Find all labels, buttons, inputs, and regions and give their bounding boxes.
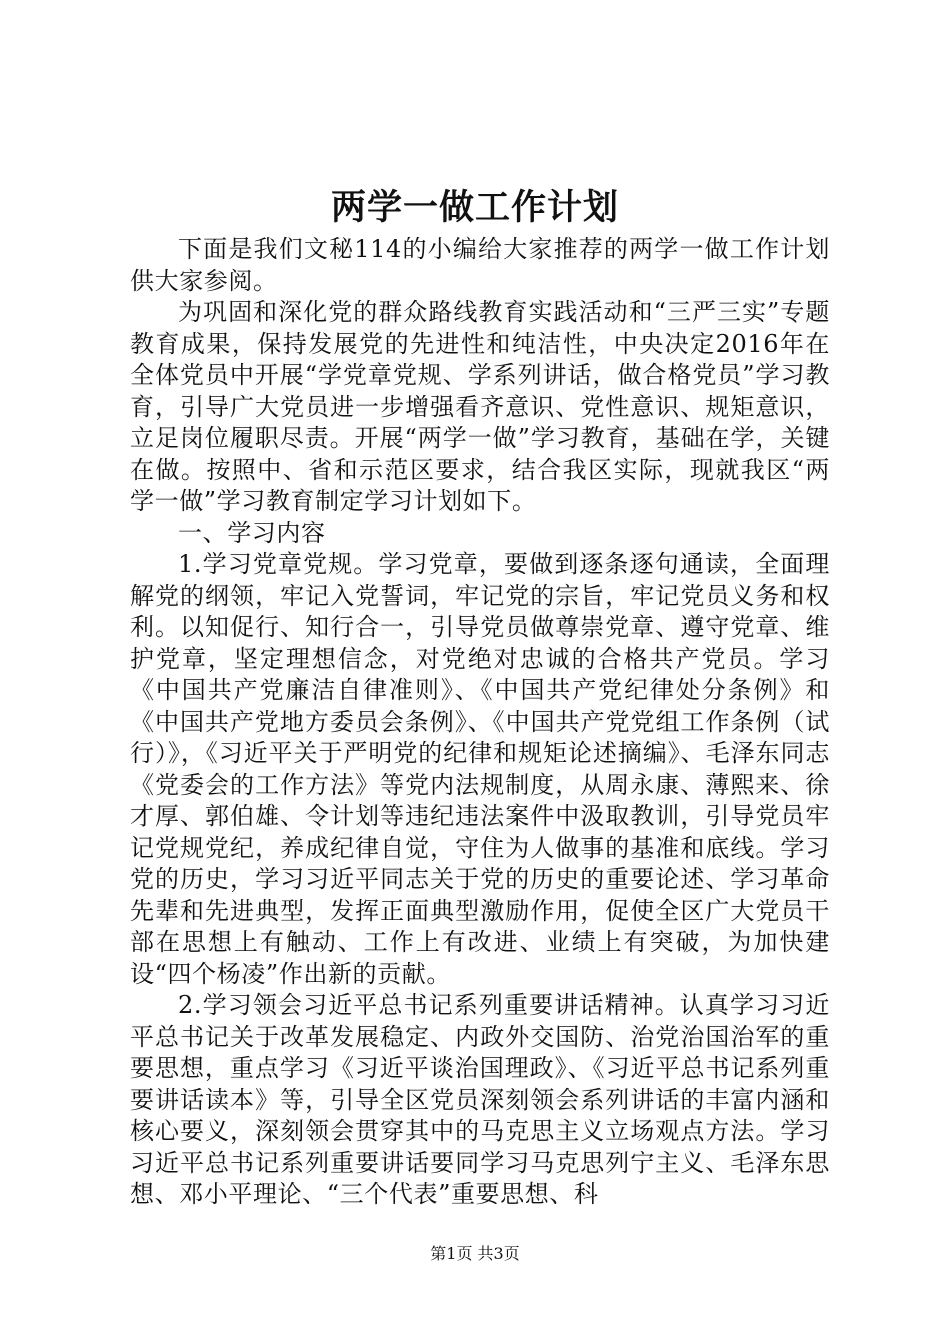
document-title: 两学一做工作计划 [330,187,619,228]
section-heading-study-content: 一、学习内容 [178,518,326,547]
paragraph-background: 为巩固和深化党的群众路线教育实践活动和“三严三实”专题教育成果，保持发展党的先进性和纯洁性，中央决定2016年在全体党员中开展“学党章党规、学系列讲话，做合格党员”学习教育，引导广大党员进一步增强看齐意识、党性意识、规矩意识，立足岗位履职尽责。开展“两学一做”学习教育，基础在学，关键在做。按照中、省和示范区要求，结合我区实际，现就我区“两学一做”学习教育制定学习计划如下。 [130,298,830,515]
document-body [130,234,830,1211]
paragraph-intro: 下面是我们文秘114的小编给大家推荐的两学一做工作计划供大家参阅。 [130,235,830,295]
paragraph-item-1: 1.学习党章党规。学习党章，要做到逐条逐句通读，全面理解党的纲领，牢记入党誓词，牢记党的宗旨，牢记党员义务和权利。以知促行、知行合一，引导党员做尊崇党章、遵守党章、维护党章，坚定理想信念，对党绝对忠诚的合格共产党员。学习《中国共产党廉洁自律准则》、《中国共产党纪律处分条例》和《中国共产党地方委员会条例》、《中国共产党党组工作条例（试行）》，《习近平关于严明党的纪律和规矩论述摘编》、毛泽东同志《党委会的工作方法》等党内法规制度，从周永康、薄熙来、徐才厚、郭伯雄、令计划等违纪违法案件中汲取教训，引导党员牢记党规党纪，养成纪律自觉，守住为人做事的基准和底线。学习党的历史，学习习近平同志关于党的历史的重要论述、学习革命先辈和先进典型，发挥正面典型激励作用，促使全区广大党员干部在思想上有触动、工作上有改进、业绩上有突破，为加快建设“四个杨凌”作出新的贡献。 [130,550,830,988]
paragraph-item-2: 2.学习领会习近平总书记系列重要讲话精神。认真学习习近平总书记关于改革发展稳定、内政外交国防、治党治国治军的重要思想，重点学习《习近平谈治国理政》、《习近平总书记系列重要讲话读本》等，引导全区党员深刻领会系列讲话的丰富内涵和核心要义，深刻领会贯穿其中的马克思主义立场观点方法。学习习近平总书记系列重要讲话要同学习马克思列宁主义、毛泽东思想、邓小平理论、“三个代表”重要思想、科 [130,991,830,1208]
page-footer: 第1页 共3页 [430,1244,520,1263]
